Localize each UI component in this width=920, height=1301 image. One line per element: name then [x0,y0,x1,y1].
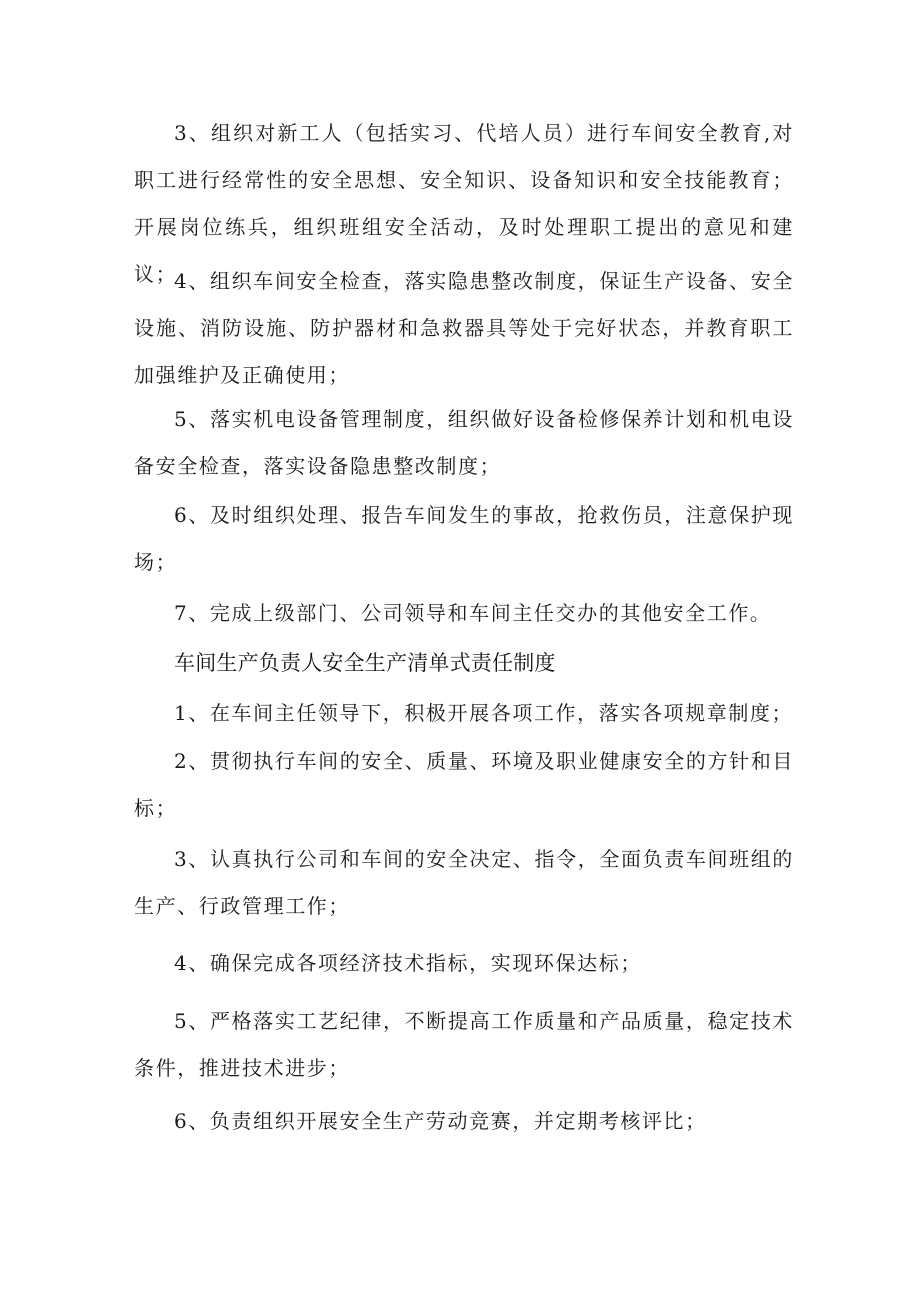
paragraph-item-6-accident: 6、及时组织处理、报告车间发生的事故，抢救伤员，注意保护现场； [134,503,794,574]
paragraph-resp-2: 2、贯彻执行车间的安全、质量、环境及职业健康安全的方针和目标； [134,749,794,820]
paragraph-item-4-inspection: 4、组织车间安全检查，落实隐患整改制度，保证生产设备、安全设施、消防设施、防护器材和急救器具等处于完好状态，并教育职工加强维护及正确使用； [134,269,794,387]
paragraph-item-3-education: 3、组织对新工人（包括实习、代培人员）进行车间安全教育,对职工进行经常性的安全思想、安全知识、设备知识和安全技能教育；开展岗位练兵，组织班组安全活动，及时处理职工提出的意见和建议； [134,121,794,286]
paragraph-item-5-equipment: 5、落实机电设备管理制度，组织做好设备检修保养计划和机电设备安全检查，落实设备隐患整改制度； [134,407,794,478]
paragraph-resp-4: 4、确保完成各项经济技术指标，实现环保达标； [174,951,642,975]
paragraph-resp-1: 1、在车间主任领导下，积极开展各项工作，落实各项规章制度； [174,701,794,725]
section-heading: 车间生产负责人安全生产清单式责任制度 [174,651,556,675]
paragraph-item-7-other-work: 7、完成上级部门、公司领导和车间主任交办的其他安全工作。 [174,601,772,625]
paragraph-resp-5: 5、严格落实工艺纪律，不断提高工作质量和产品质量，稳定技术条件，推进技术进步； [134,1009,794,1080]
paragraph-resp-3: 3、认真执行公司和车间的安全决定、指令，全面负责车间班组的生产、行政管理工作； [134,847,794,918]
paragraph-resp-6: 6、负责组织开展安全生产劳动竞赛，并定期考核评比； [174,1109,707,1133]
